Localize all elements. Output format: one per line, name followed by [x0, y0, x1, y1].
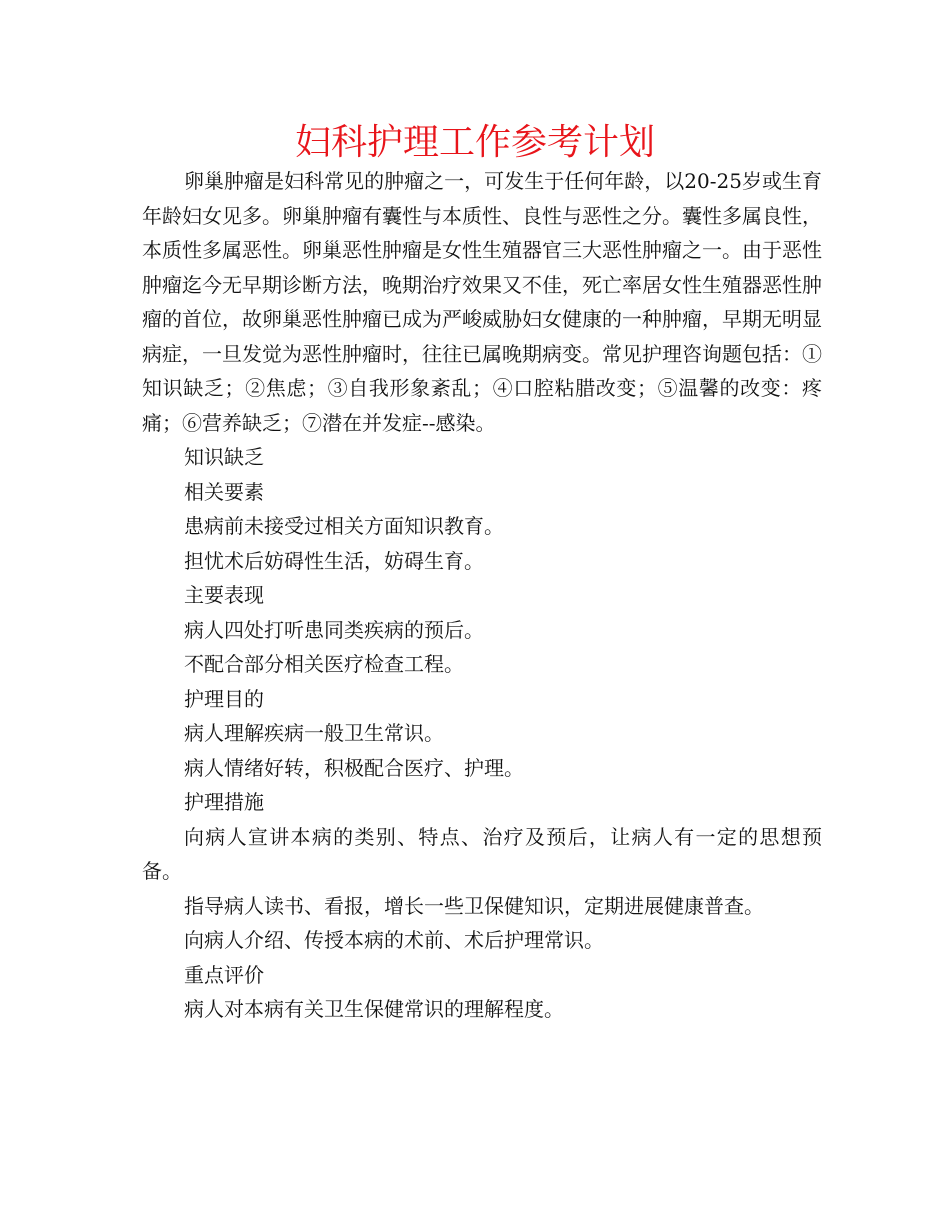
paragraph: 患病前未接受过相关方面知识教育。: [184, 514, 504, 538]
subheading-main-manifestations: 主要表现: [184, 583, 264, 607]
subheading-key-evaluation: 重点评价: [184, 962, 264, 987]
paragraph: 向病人介绍、传授本病的术前、术后护理常识。: [184, 928, 604, 952]
paragraph: 病人对本病有关卫生保健常识的理解程度。: [184, 997, 564, 1021]
subheading-nursing-goals: 护理目的: [184, 686, 264, 711]
subheading-related-factors: 相关要素: [184, 479, 264, 504]
document-body: [142, 164, 822, 1027]
paragraph: 不配合部分相关医疗检查工程。: [184, 652, 464, 676]
paragraph: 病人情绪好转，积极配合医疗、护理。: [184, 755, 524, 780]
subheading-nursing-measures: 护理措施: [184, 790, 264, 814]
paragraph: 病人理解疾病一般卫生常识。: [184, 721, 444, 745]
intro-paragraph: 卵巢肿瘤是妇科常见的肿瘤之一，可发生于任何年龄，以20-25岁或生育年龄妇女见多。卵巢肿瘤有囊性与本质性、良性与恶性之分。囊性多属良性，本质性多属恶性。卵巢恶性肿瘤是女性生殖器官三大恶性肿瘤之一。由于恶性肿瘤迄今无早期诊断方法，晚期治疗效果又不佳，死亡率居女性生殖器恶性肿瘤的首位，故卵巢恶性肿瘤已成为严峻威胁妇女健康的一种肿瘤，早期无明显病症，一旦发觉为恶性肿瘤时，往往已属晚期病变。常见护理咨询题包括：①知识缺乏；②焦虑；③自我形象紊乱；④口腔粘腊改变；⑤温馨的改变：疼痛；⑥营养缺乏；⑦潜在并发症--感染。: [142, 169, 822, 435]
paragraph: 向病人宣讲本病的类别、特点、治疗及预后，让病人有一定的思想预备。: [142, 824, 822, 883]
paragraph: 病人四处打听患同类疾病的预后。: [184, 617, 484, 642]
document-title: 妇科护理工作参考计划: [294, 122, 655, 163]
paragraph: 担忧术后妨碍性生活，妨碍生育。: [184, 548, 484, 573]
section-heading-knowledge-deficit: 知识缺乏: [184, 445, 264, 469]
paragraph: 指导病人读书、看报，增长一些卫保健知识，定期进展健康普查。: [184, 893, 764, 918]
